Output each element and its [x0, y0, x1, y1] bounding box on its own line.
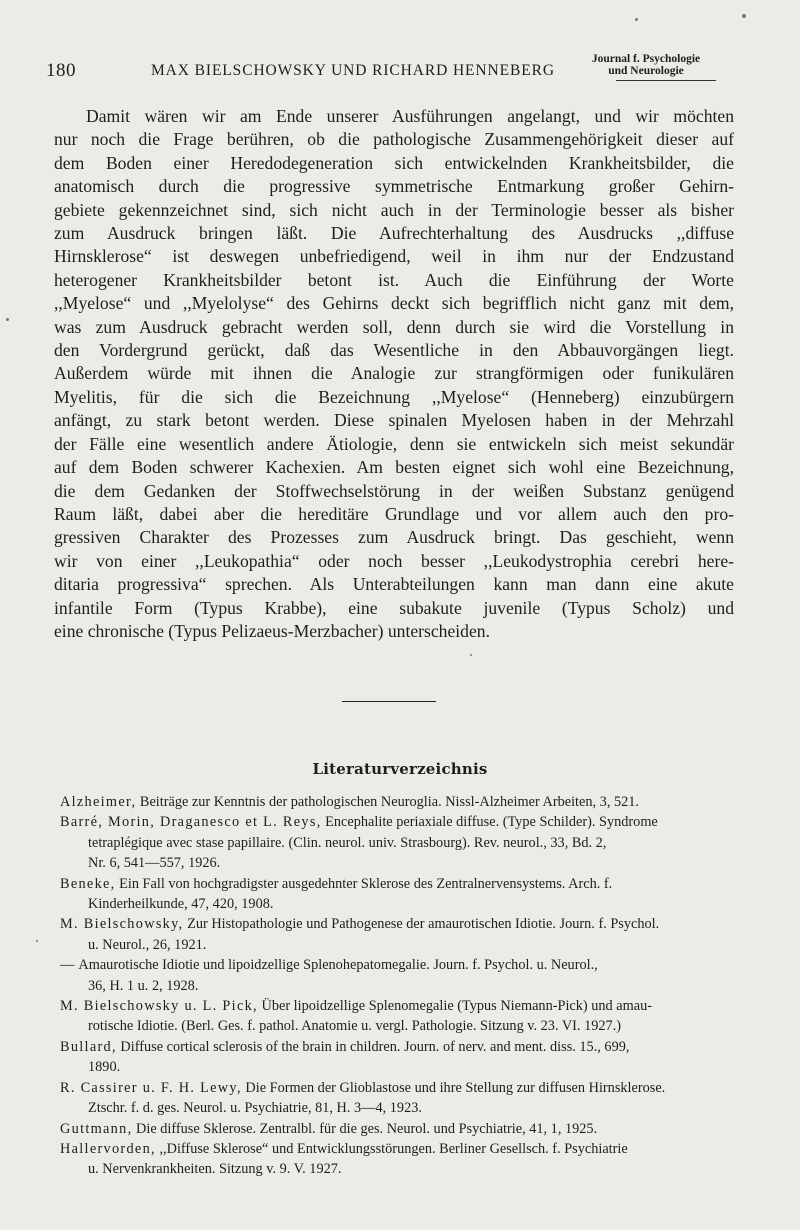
body-line: zum Ausdruck bringen läßt. Die Aufrechterhaltung des Ausdrucks ,,diffuse — [54, 223, 734, 244]
body-paragraph — [54, 105, 734, 643]
bibliography-entry-continuation: u. Neurol., 26, 1921. — [88, 936, 207, 953]
bibliography-entry — [60, 1037, 740, 1078]
bibliography-author: Bullard, — [60, 1038, 117, 1055]
page-number: 180 — [46, 60, 76, 81]
body-line: infantile Form (Typus Krabbe), eine subakute juvenile (Typus Scholz) und — [54, 597, 734, 618]
bibliography-entry-line — [60, 1037, 740, 1057]
bibliography-entry-continuation: 1890. — [88, 1059, 121, 1076]
bibliography-author: R. Cassirer u. F. H. Lewy, — [60, 1079, 242, 1096]
journal-name — [576, 53, 716, 77]
bibliography-entry — [60, 996, 740, 1037]
bibliography-author: M. Bielschowsky, — [60, 916, 184, 933]
body-line: Raum läßt, dabei aber die hereditäre Grundlage und vor allem auch den pro- — [54, 503, 734, 524]
body-line: dem Boden einer Heredodegeneration sich entwickelnden Krankheitsbilder, die — [54, 152, 734, 173]
bibliography-text: Encephalite periaxiale diffuse. (Type Schilder). Syndrome — [321, 814, 658, 831]
body-line: ,,Myelose“ und ,,Myelolyse“ des Gehirns deckt sich begrifflich nicht ganz mit dem, — [54, 293, 734, 314]
bibliography-entry-line — [60, 874, 740, 894]
bibliography-entry-line — [60, 996, 740, 1016]
bibliography-entry — [60, 812, 740, 873]
journal-name-line-2: und Neurologie — [608, 65, 684, 77]
bibliography-text: Zur Histopathologie und Pathogenese der amaurotischen Idiotie. Journ. f. Psychol. — [183, 916, 660, 933]
bibliography-entry-continuation: u. Nervenkrankheiten. Sitzung v. 9. V. 1927. — [88, 1161, 342, 1178]
page-header — [46, 52, 716, 82]
bibliography-entry — [60, 1139, 740, 1180]
running-title: MAX BIELSCHOWSKY UND RICHARD HENNEBERG — [151, 62, 555, 79]
bibliography-entry-line — [60, 792, 740, 812]
bibliography-author: Hallervorden, — [60, 1140, 156, 1157]
bibliography-entry-continuation: tetraplégique avec stase papillaire. (Clin. neurol. univ. Strasbourg). Rev. neurol., 33, Bd. 2, — [88, 834, 607, 851]
bibliography-entry — [60, 1119, 740, 1139]
body-line: Damit wären wir am Ende unserer Ausführungen angelangt, und wir möchten — [86, 106, 734, 126]
body-line: anatomisch durch die progressive symmetrische Entmarkung großer Gehirn- — [54, 176, 734, 197]
body-line: Hirnsklerose“ ist deswegen unbefriedigend, weil in ihm nur der Endzustand — [54, 246, 734, 267]
body-line: die dem Gedanken der Stoffwechselstörung in der weißen Substanz genügend — [54, 480, 734, 501]
bibliography-text: Amaurotische Idiotie und lipoidzellige Splenohepatomegalie. Journ. f. Psychol. u. Neurol., — [75, 957, 598, 974]
body-line: was zum Ausdruck gebracht werden soll, denn durch sie wird die Vorstellung in — [54, 316, 734, 337]
bibliography-author: Guttmann, — [60, 1120, 133, 1137]
scan-speck — [6, 318, 9, 321]
body-line: auf dem Boden schwerer Kachexien. Am besten eignet sich wohl eine Bezeichnung, — [54, 457, 734, 478]
bibliography-entry-continuation: Nr. 6, 541—557, 1926. — [88, 855, 221, 872]
bibliography-entry-line — [60, 1139, 740, 1159]
bibliography-text: Die diffuse Sklerose. Zentralbl. für die ges. Neurol. und Psychiatrie, 41, 1, 1925. — [132, 1120, 598, 1137]
body-line: Außerdem würde mit ihnen die Analogie zur strangförmigen oder funikulären — [54, 363, 734, 384]
body-line: gressiven Charakter des Prozesses zum Ausdruck bringt. Das geschieht, wenn — [54, 527, 734, 548]
body-line: heterogener Krankheitsbilder betont ist. Auch die Einführung der Worte — [54, 269, 734, 290]
bibliography-entry-line — [60, 1119, 740, 1139]
scan-speck — [742, 14, 746, 18]
bibliography-author: Barré, Morin, Draganesco et L. Reys, — [60, 814, 322, 831]
bibliography-entry — [60, 792, 740, 812]
bibliography-author: — — [60, 957, 76, 974]
scan-speck — [470, 654, 472, 656]
section-divider — [342, 701, 436, 702]
body-line: der Fälle eine wesentlich andere Ätiologie, denn sie entwickeln sich meist sekundär — [54, 433, 734, 454]
bibliography-heading: Literaturverzeichnis — [312, 760, 488, 778]
bibliography-author: Beneke, — [60, 875, 116, 892]
bibliography-author: Alzheimer, — [60, 794, 137, 810]
body-line: anfängt, zu stark betont werden. Diese spinalen Myelosen haben in der Mehrzahl — [54, 410, 734, 431]
bibliography-entry-continuation: 36, H. 1 u. 2, 1928. — [88, 977, 199, 994]
bibliography-entry — [60, 1078, 740, 1119]
scan-speck — [635, 18, 638, 21]
body-line: Myelitis, für die sich die Bezeichnung ,,Myelose“ (Henneberg) einzubürgern — [54, 386, 734, 407]
header-rule — [616, 80, 716, 81]
bibliography-text: Die Formen der Glioblastose und ihre Stellung zur diffusen Hirnsklerose. — [241, 1079, 666, 1096]
bibliography-text: Beiträge zur Kenntnis der pathologischen Neuroglia. Nissl-Alzheimer Arbeiten, 3, 521. — [136, 794, 639, 810]
bibliography-entry-line — [60, 955, 740, 975]
bibliography-entry-line — [60, 812, 740, 832]
body-line: eine chronische (Typus Pelizaeus-Merzbacher) unterscheiden. — [54, 620, 490, 641]
body-line: wir von einer ,,Leukopathia“ oder noch besser ,,Leukodystrophia cerebri here- — [54, 550, 734, 571]
body-line: gebiete gekennzeichnet sind, sich nicht auch in der Terminologie besser als bisher — [54, 199, 734, 220]
body-line: den Vordergrund gerückt, daß das Wesentliche in den Abbauvorgängen liegt. — [54, 340, 734, 361]
bibliography-entry-line — [60, 1078, 740, 1098]
bibliography-author: M. Bielschowsky u. L. Pick, — [60, 998, 258, 1015]
bibliography-entry-continuation: Ztschr. f. d. ges. Neurol. u. Psychiatrie, 81, H. 3—4, 1923. — [88, 1100, 422, 1117]
bibliography-text: Über lipoidzellige Splenomegalie (Typus Niemann-Pick) und amau- — [257, 998, 652, 1015]
body-line: nur noch die Frage berühren, ob die pathologische Zusammengehörigkeit dieser auf — [54, 129, 734, 150]
journal-name-line-1: Journal f. Psychologie — [591, 53, 701, 65]
bibliography-entry-continuation: rotische Idiotie. (Berl. Ges. f. pathol. Anatomie u. vergl. Pathologie. Sitzung v. 23. VI. 1927.) — [88, 1018, 622, 1035]
bibliography-entry — [60, 955, 740, 996]
bibliography-entry-line — [60, 914, 740, 934]
bibliography-entry-continuation: Kinderheilkunde, 47, 420, 1908. — [88, 896, 274, 913]
scan-speck — [36, 940, 38, 942]
body-line: ditaria progressiva“ sprechen. Als Unterabteilungen kann man dann eine akute — [54, 574, 734, 595]
bibliography-entry — [60, 914, 740, 955]
bibliography-text: ,,Diffuse Sklerose“ und Entwicklungsstörungen. Berliner Gesellsch. f. Psychiatrie — [155, 1140, 628, 1157]
bibliography-text: Diffuse cortical sclerosis of the brain in children. Journ. of nerv. and ment. diss. 15., 699, — [116, 1038, 630, 1055]
bibliography-text: Ein Fall von hochgradigster ausgedehnter Sklerose des Zentralnervensystems. Arch. f. — [115, 875, 613, 892]
bibliography-list — [60, 792, 740, 1180]
bibliography-entry — [60, 874, 740, 915]
